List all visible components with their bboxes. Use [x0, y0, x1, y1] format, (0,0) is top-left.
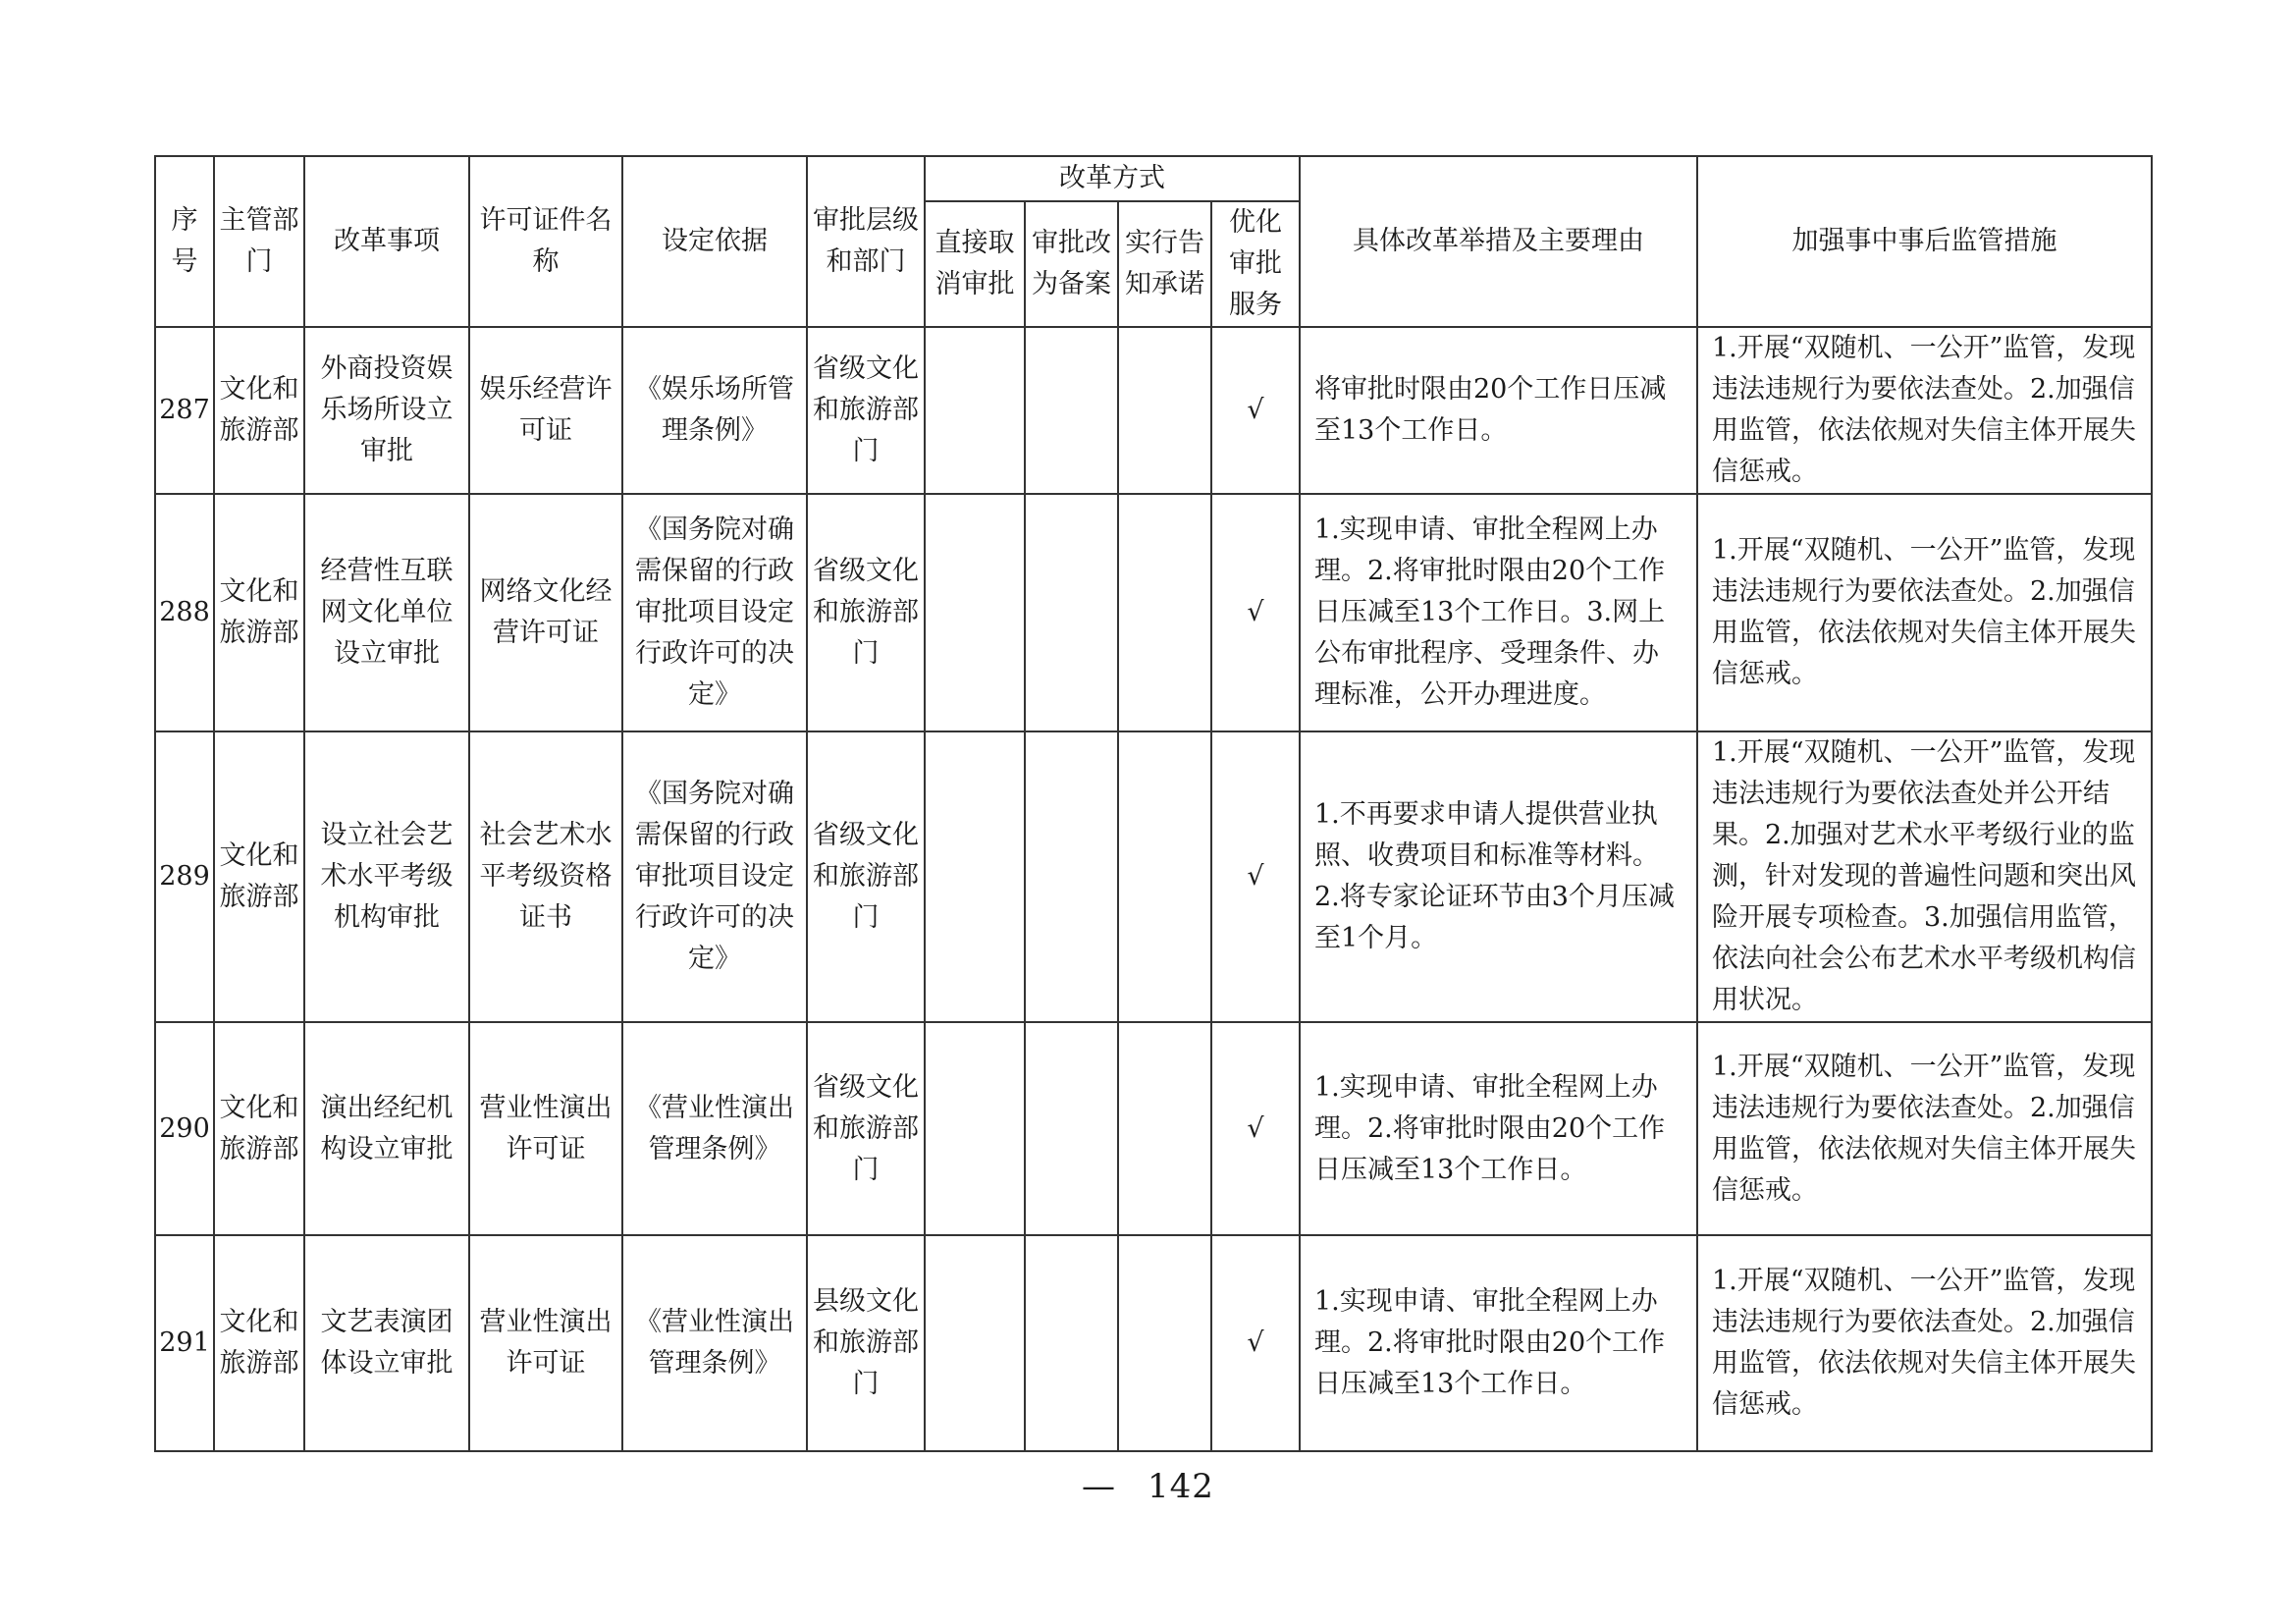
cell-method-notice — [1118, 494, 1211, 731]
cell-seq: 290 — [155, 1022, 214, 1235]
cell-basis: 《国务院对确需保留的行政审批项目设定行政许可的决定》 — [622, 494, 807, 731]
cell-license: 营业性演出许可证 — [469, 1022, 622, 1235]
header-license: 许可证件名称 — [469, 156, 622, 327]
cell-dept: 文化和旅游部 — [214, 1235, 304, 1451]
cell-method-filing — [1025, 327, 1118, 494]
checkmark-icon: √ — [1211, 494, 1300, 731]
header-method-cancel: 直接取消审批 — [925, 201, 1025, 327]
cell-dept: 文化和旅游部 — [214, 731, 304, 1022]
cell-reform: 将审批时限由20个工作日压减至13个工作日。 — [1300, 327, 1697, 494]
cell-method-notice — [1118, 1235, 1211, 1451]
cell-method-cancel — [925, 1022, 1025, 1235]
cell-level: 省级文化和旅游部门 — [807, 494, 925, 731]
cell-basis: 《国务院对确需保留的行政审批项目设定行政许可的决定》 — [622, 731, 807, 1022]
cell-reform: 1.实现申请、审批全程网上办理。2.将审批时限由20个工作日压减至13个工作日。3.网上公布审批程序、受理条件、办理标准，公开办理进度。 — [1300, 494, 1697, 731]
cell-seq: 289 — [155, 731, 214, 1022]
header-supervision: 加强事中事后监管措施 — [1697, 156, 2152, 327]
cell-license: 社会艺术水平考级资格证书 — [469, 731, 622, 1022]
cell-license: 网络文化经营许可证 — [469, 494, 622, 731]
cell-seq: 287 — [155, 327, 214, 494]
header-item: 改革事项 — [304, 156, 469, 327]
cell-supervision: 1.开展“双随机、一公开”监管，发现违法违规行为要依法查处。2.加强信用监管，依法依规对失信主体开展失信惩戒。 — [1697, 1022, 2152, 1235]
cell-reform: 1.实现申请、审批全程网上办理。2.将审批时限由20个工作日压减至13个工作日。 — [1300, 1235, 1697, 1451]
cell-basis: 《营业性演出管理条例》 — [622, 1022, 807, 1235]
cell-level: 省级文化和旅游部门 — [807, 731, 925, 1022]
cell-supervision: 1.开展“双随机、一公开”监管，发现违法违规行为要依法查处。2.加强信用监管，依法依规对失信主体开展失信惩戒。 — [1697, 494, 2152, 731]
header-seq: 序号 — [155, 156, 214, 327]
cell-supervision: 1.开展“双随机、一公开”监管，发现违法违规行为要依法查处并公开结果。2.加强对艺术水平考级行业的监测，针对发现的普遍性问题和突出风险开展专项检查。3.加强信用监管，依法向社会公布艺术水平考级机构信用状况。 — [1697, 731, 2152, 1022]
cell-method-notice — [1118, 1022, 1211, 1235]
header-methods-group: 改革方式 — [925, 156, 1300, 201]
cell-method-filing — [1025, 494, 1118, 731]
cell-dept: 文化和旅游部 — [214, 1022, 304, 1235]
cell-method-cancel — [925, 731, 1025, 1022]
cell-reform: 1.不再要求申请人提供营业执照、收费项目和标准等材料。2.将专家论证环节由3个月压减至1个月。 — [1300, 731, 1697, 1022]
reform-table — [154, 155, 2153, 1452]
table-body — [155, 327, 2152, 1451]
cell-item: 演出经纪机构设立审批 — [304, 1022, 469, 1235]
table-header — [155, 156, 2152, 327]
cell-license: 娱乐经营许可证 — [469, 327, 622, 494]
cell-license: 营业性演出许可证 — [469, 1235, 622, 1451]
cell-method-filing — [1025, 1022, 1118, 1235]
cell-method-filing — [1025, 1235, 1118, 1451]
header-reform: 具体改革举措及主要理由 — [1300, 156, 1697, 327]
page-number-dash: — — [1082, 1467, 1117, 1506]
cell-item: 设立社会艺术水平考级机构审批 — [304, 731, 469, 1022]
cell-method-cancel — [925, 1235, 1025, 1451]
header-method-filing: 审批改为备案 — [1025, 201, 1118, 327]
cell-method-filing — [1025, 731, 1118, 1022]
cell-level: 县级文化和旅游部门 — [807, 1235, 925, 1451]
table-row — [155, 731, 2152, 1022]
cell-item: 经营性互联网文化单位设立审批 — [304, 494, 469, 731]
page-number-value: 142 — [1148, 1467, 1214, 1506]
header-basis: 设定依据 — [622, 156, 807, 327]
cell-dept: 文化和旅游部 — [214, 494, 304, 731]
cell-dept: 文化和旅游部 — [214, 327, 304, 494]
cell-seq: 288 — [155, 494, 214, 731]
table-row — [155, 494, 2152, 731]
table-row — [155, 1235, 2152, 1451]
page-number — [0, 1467, 2296, 1506]
table-row — [155, 327, 2152, 494]
cell-reform: 1.实现申请、审批全程网上办理。2.将审批时限由20个工作日压减至13个工作日。 — [1300, 1022, 1697, 1235]
checkmark-icon: √ — [1211, 327, 1300, 494]
cell-item: 文艺表演团体设立审批 — [304, 1235, 469, 1451]
table-row — [155, 1022, 2152, 1235]
checkmark-icon: √ — [1211, 731, 1300, 1022]
cell-level: 省级文化和旅游部门 — [807, 1022, 925, 1235]
cell-basis: 《营业性演出管理条例》 — [622, 1235, 807, 1451]
header-level: 审批层级和部门 — [807, 156, 925, 327]
checkmark-icon: √ — [1211, 1235, 1300, 1451]
cell-supervision: 1.开展“双随机、一公开”监管，发现违法违规行为要依法查处。2.加强信用监管，依法依规对失信主体开展失信惩戒。 — [1697, 327, 2152, 494]
cell-method-notice — [1118, 731, 1211, 1022]
header-dept: 主管部门 — [214, 156, 304, 327]
cell-method-cancel — [925, 494, 1025, 731]
checkmark-icon: √ — [1211, 1022, 1300, 1235]
cell-level: 省级文化和旅游部门 — [807, 327, 925, 494]
cell-method-notice — [1118, 327, 1211, 494]
cell-basis: 《娱乐场所管理条例》 — [622, 327, 807, 494]
cell-seq: 291 — [155, 1235, 214, 1451]
cell-method-cancel — [925, 327, 1025, 494]
header-method-notice: 实行告知承诺 — [1118, 201, 1211, 327]
header-method-optimize: 优化审批服务 — [1211, 201, 1300, 327]
cell-supervision: 1.开展“双随机、一公开”监管，发现违法违规行为要依法查处。2.加强信用监管，依法依规对失信主体开展失信惩戒。 — [1697, 1235, 2152, 1451]
cell-item: 外商投资娱乐场所设立审批 — [304, 327, 469, 494]
